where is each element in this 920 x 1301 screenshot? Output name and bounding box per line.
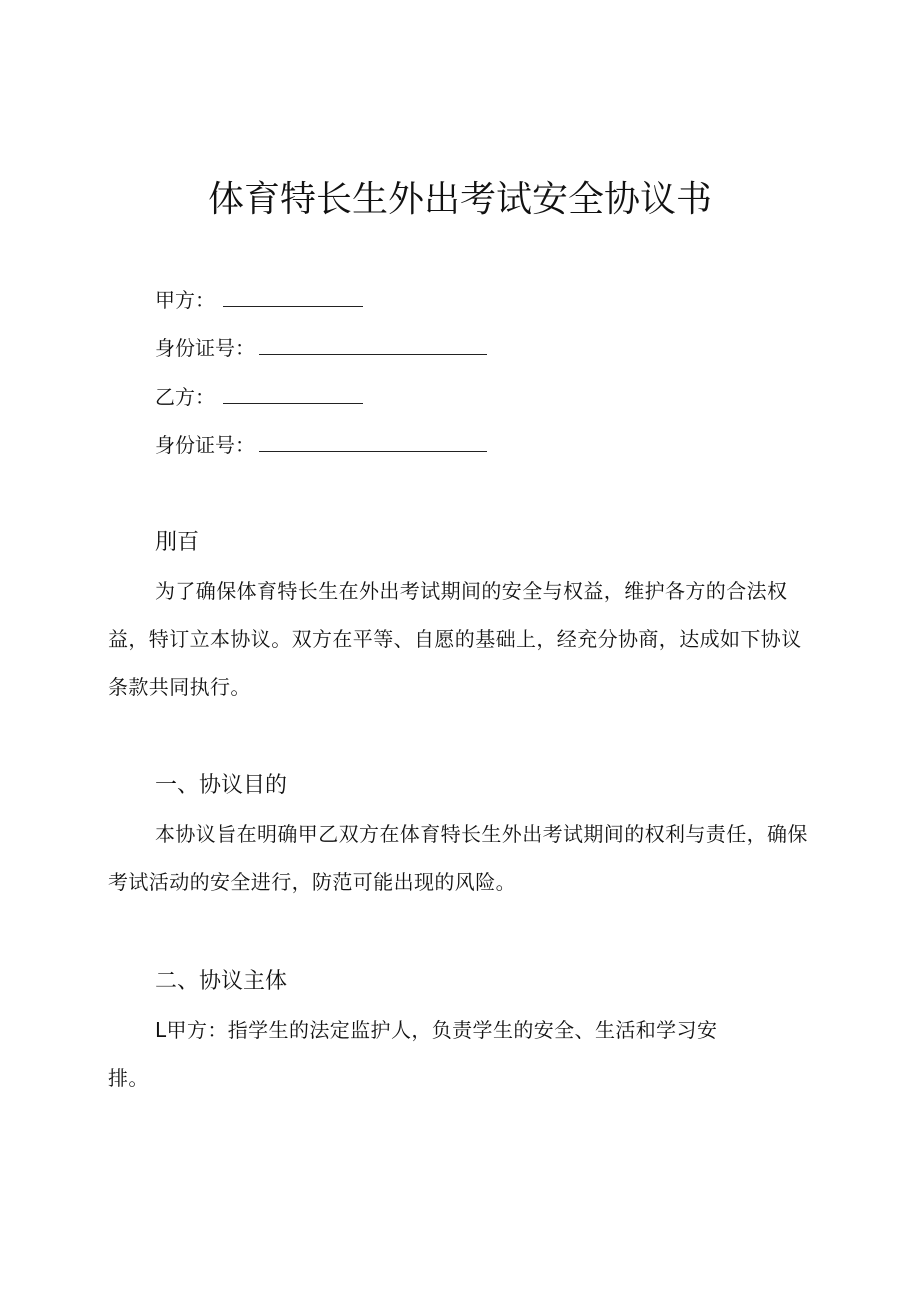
party-a-field — [155, 286, 363, 314]
party-a-id-blank — [259, 334, 487, 355]
party-a-label: 甲方： — [155, 288, 215, 312]
party-a-id-field — [155, 334, 487, 362]
party-b-id-label: 身份证号： — [155, 433, 255, 457]
preface-heading: 刖百 — [155, 530, 200, 555]
party-a-id-label: 身份证号： — [155, 336, 255, 360]
preface-paragraph: 为了确保体育特长生在外出考试期间的安全与权益，维护各方的合法权益，特订立本协议。双方在平等、自愿的基础上，经充分协商，达成如下协议条款共同执行。 — [108, 579, 802, 699]
section-1-heading: 一、协议目的 — [155, 773, 288, 798]
party-a-blank — [223, 286, 363, 307]
party-b-label: 乙方： — [155, 385, 215, 409]
section-2-item-1-text: 指学生的法定监护人，负责学生的安全、生活和学习安排。 — [108, 1018, 718, 1090]
party-b-id-field — [155, 431, 487, 459]
section-2-item-1 — [108, 1006, 748, 1102]
document-title: 体育特长生外出考试安全协议书 — [207, 179, 712, 220]
section-2-heading: 二、协议主体 — [155, 969, 288, 994]
party-b-id-blank — [259, 431, 487, 452]
party-b-blank — [223, 383, 363, 404]
section-2-item-1-label: L甲方： — [155, 1018, 228, 1042]
party-b-field — [155, 383, 363, 411]
section-1-paragraph: 本协议旨在明确甲乙双方在体育特长生外出考试期间的权利与责任，确保考试活动的安全进行，防范可能出现的风险。 — [108, 822, 808, 894]
